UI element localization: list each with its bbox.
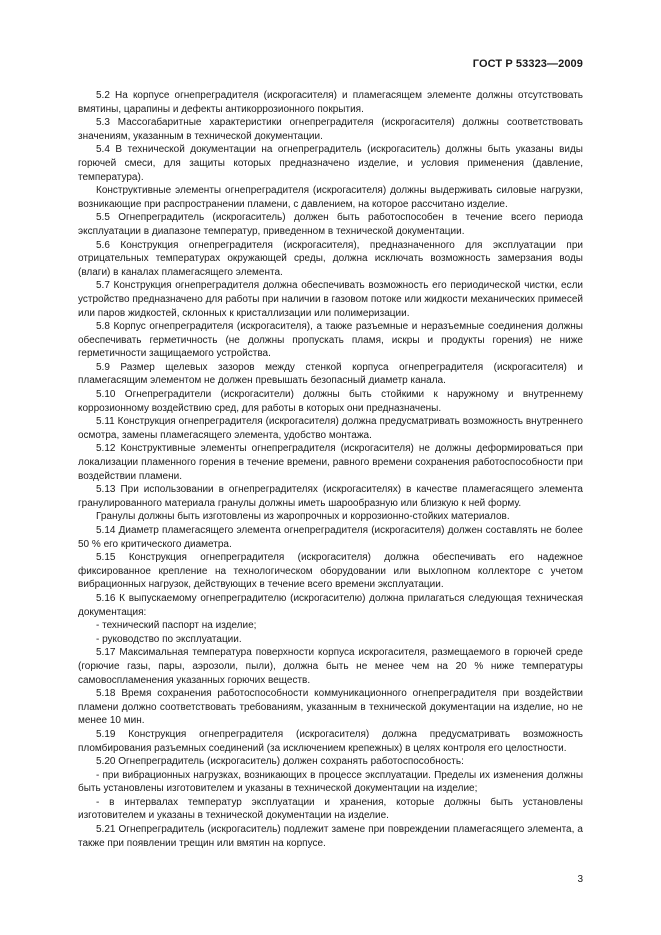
list-item-manual: - руководство по эксплуатации. <box>96 633 242 645</box>
paragraph-5-8: 5.8 Корпус огнепреградителя (искрогасителя), а также разъемные и неразъемные соединения должны обеспечивать герметичность (не должны пропускать пламя, искры и продукты горения) не ниже герметичности защищаемого устройства. <box>78 321 583 360</box>
paragraph-5-19: 5.19 Конструкция огнепреградителя (искрогасителя) должна предусматривать возможность пломбирования разъемных соединений (за исключением крепежных) в целях контроля его целостности. <box>78 728 583 754</box>
list-item-passport: - технический паспорт на изделие; <box>96 620 257 632</box>
paragraph-5-11: 5.11 Конструкция огнепреградителя (искрогасителя) должна предусматривать возможность внутреннего осмотра, замены пламегасящего элемента, удобство монтажа. <box>78 416 583 441</box>
document-code-header: ГОСТ Р 53323—2009 <box>472 58 583 70</box>
paragraph-5-13: 5.13 При использовании в огнепреградителях (искрогасителях) в качестве пламегасящего элемента гранулированного материала гранулы должны иметь шарообразную или близкую к ней форму. <box>78 484 583 509</box>
paragraph-5-4-structural: Конструктивные элементы огнепреградителя (искрогасителя) должны выдерживать силовые нагрузки, возникающие при распространении пламени, с давлением, на которое рассчитано изделие. <box>78 185 583 210</box>
paragraph-5-12: 5.12 Конструктивные элементы огнепреградителя (искрогасителя) не должны деформироваться при локализации пламенного горения в течение времени, равного времени сохранения работоспособности при воздействии пламени. <box>78 443 583 482</box>
paragraph-5-14: 5.14 Диаметр пламегасящего элемента огнепреградителя (искрогасителя) должен составлять не более 50 % его критического диаметра. <box>78 525 583 550</box>
document-body <box>78 89 583 850</box>
paragraph-5-18: 5.18 Время сохранения работоспособности коммуникационного огнепреградителя при воздействии пламени должно соответствовать требованиям, указанным в технической документации на изделие, но не менее 10 мин. <box>78 688 583 727</box>
paragraph-5-20: 5.20 Огнепреградитель (искрогаситель) должен сохранять работоспособность: <box>96 756 464 768</box>
paragraph-5-5: 5.5 Огнепреградитель (искрогаситель) должен быть работоспособен в течение всего периода эксплуатации в диапазоне температур, приведенном в технической документации. <box>78 212 583 237</box>
paragraph-5-16: 5.16 К выпускаемому огнепреградителю (искрогасителю) должна прилагаться следующая техническая документация: <box>78 592 583 618</box>
page-number: 3 <box>577 874 583 885</box>
paragraph-5-9: 5.9 Размер щелевых зазоров между стенкой корпуса огнепреградителя (искрогасителя) и пламегасящим элементом не должен превышать безопасный диаметр канала. <box>78 361 583 387</box>
list-item-temperature: - в интервалах температур эксплуатации и хранения, которые должны быть установлены изготовителем и указаны в технической документации на изделие. <box>78 796 583 822</box>
paragraph-5-15: 5.15 Конструкция огнепреградителя (искрогасителя) должна обеспечивать его надежное фиксированное крепление на технологическом оборудовании или выхлопном коллекторе с учетом вибрационных нагрузок, действующих в течение всего времени эксплуатации. <box>78 552 583 591</box>
paragraph-5-10: 5.10 Огнепреградители (искрогасители) должны быть стойкими к наружному и внутреннему коррозионному воздействию сред, для работы в которых они предназначены. <box>78 389 583 414</box>
list-item-vibration: - при вибрационных нагрузках, возникающих в процессе эксплуатации. Пределы их изменения должны быть установлены изготовителем и указаны в технической документации на изделие; <box>78 769 583 795</box>
paragraph-5-17: 5.17 Максимальная температура поверхности корпуса искрогасителя, размещаемого в горючей среде (горючие газы, пары, аэрозоли, пыли), должна быть не менее чем на 20 % ниже температуры самовоспламенения указанных горючих веществ. <box>78 647 583 686</box>
paragraph-5-21: 5.21 Огнепреградитель (искрогаситель) подлежит замене при повреждении пламегасящего элемента, а также при появлении трещин или вмятин на корпусе. <box>78 824 583 849</box>
paragraph-5-2: 5.2 На корпусе огнепреградителя (искрогасителя) и пламегасящем элементе должны отсутствовать вмятины, царапины и дефекты антикоррозионного покрытия. <box>78 90 583 115</box>
paragraph-5-13-granules: Гранулы должны быть изготовлены из жаропрочных и коррозионно-стойких материалов. <box>96 511 510 523</box>
paragraph-5-3: 5.3 Массогабаритные характеристики огнепреградителя (искрогасителя) должны соответствовать значениям, указанным в технической документации. <box>78 117 583 142</box>
paragraph-5-6: 5.6 Конструкция огнепреградителя (искрогасителя), предназначенного для эксплуатации при отрицательных температурах окружающей среды, должна исключать возможность замерзания воды (влаги) в каналах пламегасящего элемента. <box>78 239 583 278</box>
paragraph-5-4: 5.4 В технической документации на огнепреградитель (искрогаситель) должны быть указаны виды горючей смеси, для защиты которых предназначено изделие, и условия применения (давление, температура). <box>78 144 583 183</box>
paragraph-5-7: 5.7 Конструкция огнепреградителя должна обеспечивать возможность его периодической чистки, если устройство предназначено для работы при наличии в газовом потоке или жидкости механических примесей или паров жидкостей, склонных к кристаллизации или полимеризации. <box>78 280 583 319</box>
